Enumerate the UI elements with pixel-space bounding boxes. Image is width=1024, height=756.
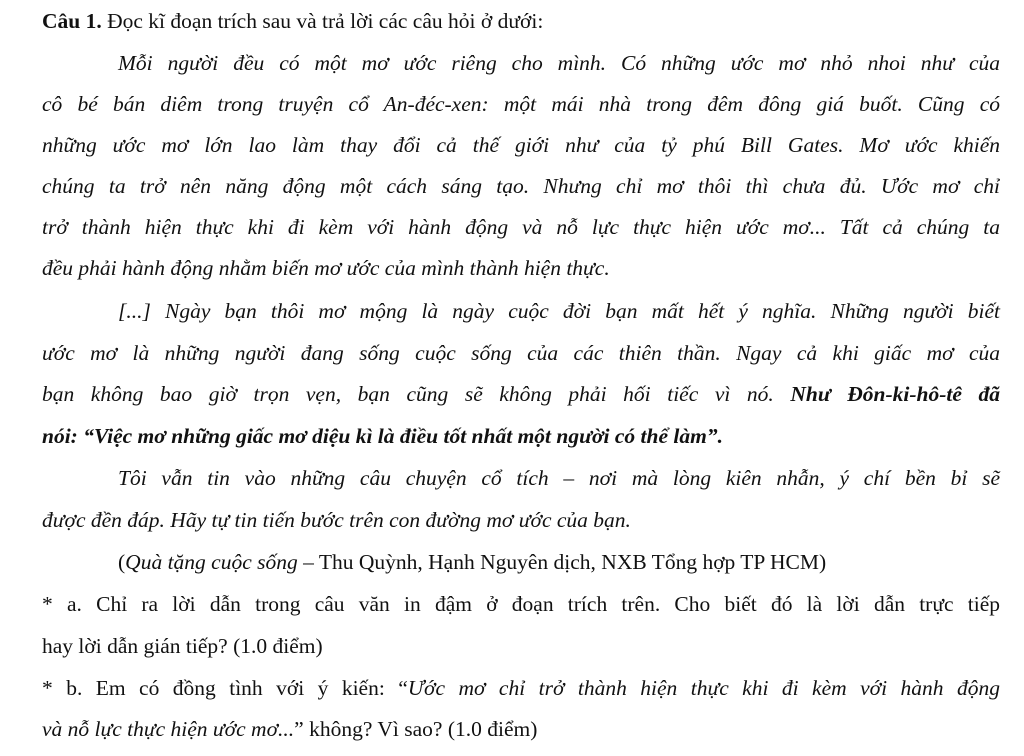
question-instruction: Đọc kĩ đoạn trích sau và trả lời các câu hỏi ở dưới: bbox=[101, 9, 544, 33]
passage-p2-line-3-text: bạn không bao giờ trọn vẹn, bạn cũng sẽ không phải hối tiếc vì nó. bbox=[42, 382, 774, 406]
passage-p1-line-4: chúng ta trở nên năng động một cách sáng tạo. Nhưng chỉ mơ thôi thì chưa đủ. Ước mơ chỉ bbox=[42, 174, 1000, 198]
passage-p1-line-6: đều phải hành động nhằm biến mơ ước của mình thành hiện thực. bbox=[42, 256, 610, 280]
question-number: Câu 1. bbox=[42, 9, 102, 33]
question-heading bbox=[42, 8, 1000, 34]
passage-p1-line-3: những ước mơ lớn lao làm thay đổi cả thế giới như của tỷ phú Bill Gates. Mơ ước khiến bbox=[42, 133, 1000, 157]
question-b-prefix: * b. Em có đồng tình với ý kiến: “ bbox=[42, 676, 408, 700]
passage-source bbox=[118, 549, 1000, 575]
source-open: ( bbox=[118, 550, 126, 574]
bold-quote-intro: Như Đôn-ki-hô-tê đã bbox=[773, 382, 1000, 406]
passage-p1-line-5: trở thành hiện thực khi đi kèm với hành động và nỗ lực thực hiện ước mơ... Tất cả chúng ta bbox=[42, 215, 1000, 239]
question-b-line-1 bbox=[42, 675, 1000, 701]
passage-p1-line-2: cô bé bán diêm trong truyện cổ An-đéc-xen: một mái nhà trong đêm đông giá buốt. Cũng có bbox=[42, 92, 1000, 116]
source-book-title: Quà tặng cuộc sống bbox=[125, 550, 298, 574]
source-details: – Thu Quỳnh, Hạnh Nguyên dịch, NXB Tổng hợp TP HCM) bbox=[297, 550, 827, 574]
passage-p1-line-1: Mỗi người đều có một mơ ước riêng cho mình. Có những ước mơ nhỏ nhoi như của bbox=[118, 51, 1000, 75]
passage-p3-line-2: được đền đáp. Hãy tự tin tiến bước trên con đường mơ ước của bạn. bbox=[42, 508, 631, 532]
passage-p3-line-1: Tôi vẫn tin vào những câu chuyện cổ tích – nơi mà lòng kiên nhẫn, ý chí bền bỉ sẽ bbox=[118, 466, 1000, 490]
bold-quote-line: nói: “Việc mơ những giấc mơ diệu kì là điều tốt nhất một người có thể làm”. bbox=[42, 424, 723, 448]
question-b-line-2 bbox=[42, 716, 1000, 742]
question-b-suffix: ” không? Vì sao? (1.0 điểm) bbox=[294, 717, 538, 741]
passage-p2-line-3 bbox=[42, 381, 1000, 407]
passage-p2-line-2: ước mơ là những người đang sống cuộc sống của các thiên thần. Ngay cả khi giấc mơ của bbox=[42, 341, 1000, 365]
passage-p2-line-1: [...] Ngày bạn thôi mơ mộng là ngày cuộc đời bạn mất hết ý nghĩa. Những người biết bbox=[118, 299, 1000, 323]
question-b-quote-part-2: và nỗ lực thực hiện ước mơ... bbox=[42, 717, 295, 741]
question-b-quote-part-1: Ước mơ chỉ trở thành hiện thực khi đi kèm với hành động bbox=[407, 676, 1000, 700]
question-a-line-1: * a. Chỉ ra lời dẫn trong câu văn in đậm ở đoạn trích trên. Cho biết đó là lời dẫn trực tiếp bbox=[42, 592, 1000, 616]
question-a-line-2: hay lời dẫn gián tiếp? (1.0 điểm) bbox=[42, 634, 323, 658]
